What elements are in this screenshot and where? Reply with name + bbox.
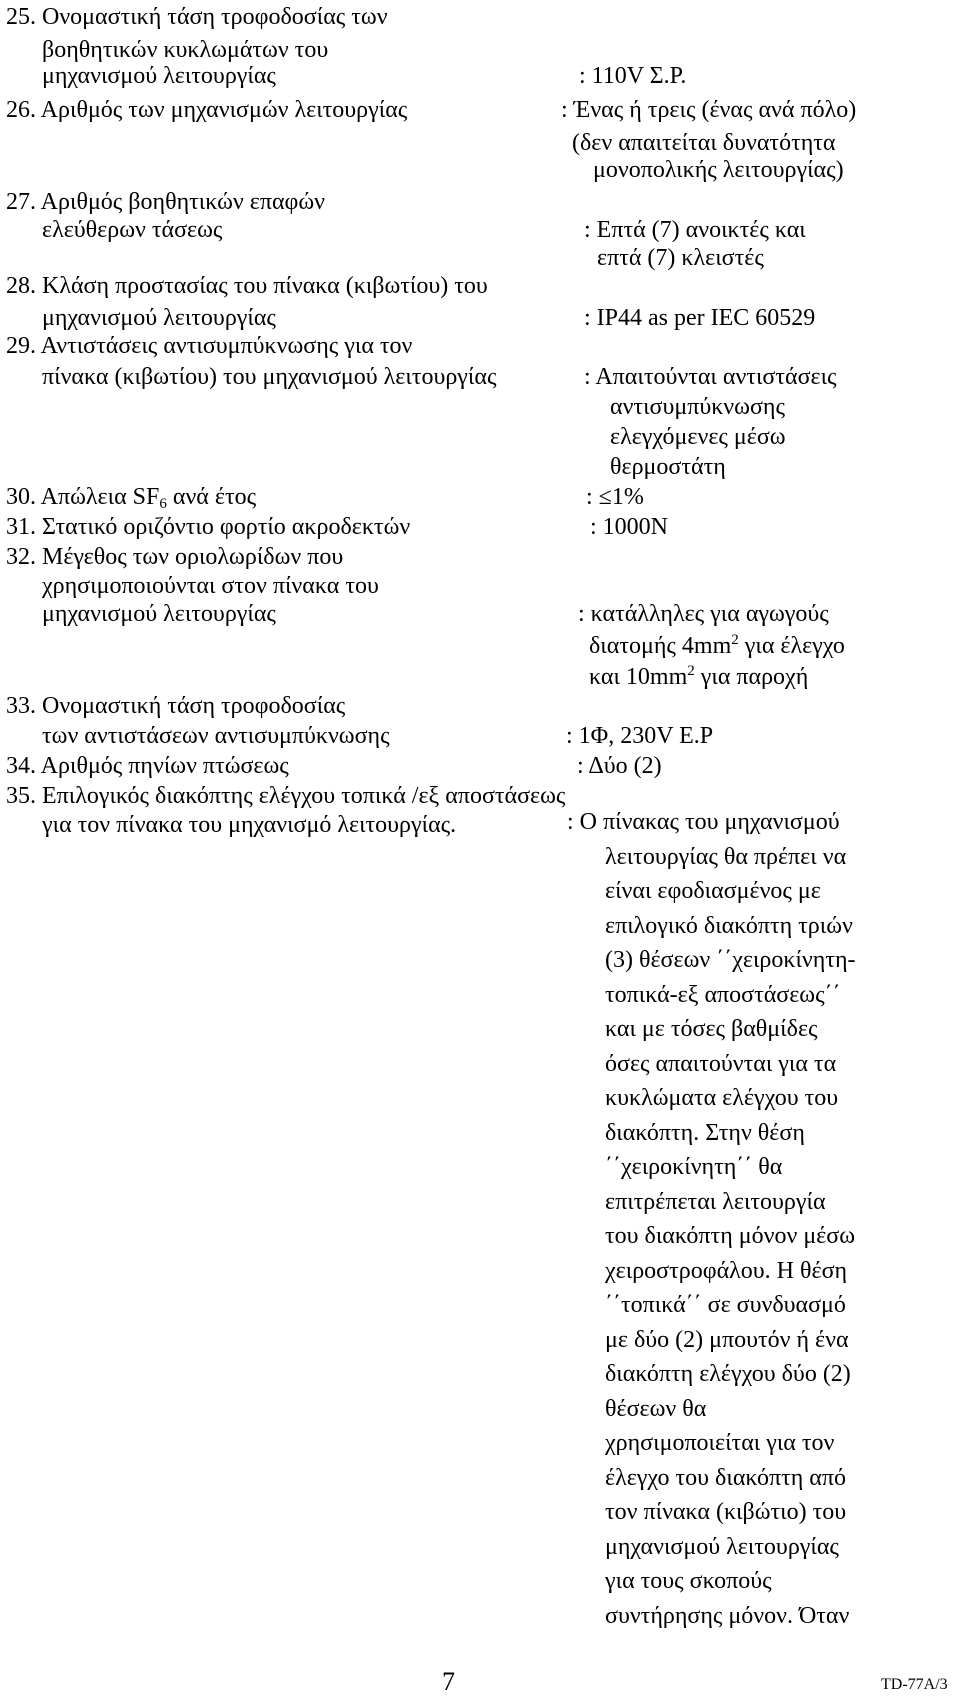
item-35-value-line-17: διακόπτη ελέγχου δύο (2) bbox=[605, 1361, 851, 1387]
item-35-value-line-1: : Ο πίνακας του μηχανισμού bbox=[567, 809, 840, 835]
item-29-value-line-3: ελεγχόμενες μέσω bbox=[610, 424, 786, 450]
item-32-label-line-3: μηχανισμού λειτουργίας bbox=[42, 601, 276, 627]
item-35-value-line-16: με δύο (2) μπουτόν ή ένα bbox=[605, 1326, 849, 1353]
document-code: TD-77A/3 bbox=[881, 1676, 948, 1693]
item-27-value-line-2: επτά (7) κλειστές bbox=[597, 245, 764, 271]
item-35-value-line-22: μηχανισμού λειτουργίας bbox=[605, 1533, 839, 1560]
item-32-value-line-1: : κατάλληλες για αγωγούς bbox=[578, 601, 829, 627]
item-35-value-block bbox=[567, 805, 887, 1633]
item-35-value-line-6: τοπικά-εξ αποστάσεως΄΄ bbox=[605, 981, 841, 1008]
item-25-label-line-2: βοηθητικών κυκλωμάτων του bbox=[42, 37, 329, 63]
item-28-label-line-1: 28. Κλάση προστασίας του πίνακα (κιβωτίου) του bbox=[6, 273, 488, 299]
item-35-label-line-2: για τον πίνακα του μηχανισμό λειτουργίας. bbox=[42, 812, 457, 838]
item-35-value-line-7: και με τόσες βαθμίδες bbox=[605, 1016, 818, 1042]
item-35-value-line-8: όσες απαιτούνται για τα bbox=[605, 1050, 837, 1077]
item-30-label: 30. Απώλεια $SF_6$ ανά έτος bbox=[6, 484, 257, 512]
item-32-label-line-2: χρησιμοποιούνται στον πίνακα του bbox=[42, 573, 379, 599]
page-number: 7 bbox=[442, 1667, 455, 1696]
item-33-value: : 1Φ, 230V Ε.Ρ bbox=[566, 723, 714, 749]
item-35-value-line-5: (3) θέσεων ΄΄χειροκίνητη- bbox=[605, 947, 856, 973]
item-27-label-line-2: ελεύθερων τάσεως bbox=[42, 217, 223, 243]
item-29-label-line-2: πίνακα (κιβωτίου) του μηχανισμού λειτουργίας bbox=[42, 364, 497, 390]
item-25-value: : 110V Σ.Ρ. bbox=[579, 63, 687, 89]
item-32-value-line-2: διατομής $4mm^2$ για έλεγχο bbox=[589, 632, 845, 659]
item-27-label-line-1: 27. Αριθμός βοηθητικών επαφών bbox=[6, 189, 326, 215]
item-35-value-line-10: διακόπτη. Στην θέση bbox=[605, 1119, 805, 1146]
item-29-value-line-1: : Απαιτούνται αντιστάσεις bbox=[584, 364, 837, 390]
item-26-value-line-3: μονοπολικής λειτουργίας) bbox=[593, 157, 844, 183]
item-32-label-line-1: 32. Μέγεθος των οριολωρίδων που bbox=[6, 544, 344, 570]
item-35-value-line-4: επιλογικό διακόπτη τριών bbox=[605, 912, 853, 939]
item-31-value: : 1000N bbox=[590, 514, 668, 540]
item-26-value-line-1: : Ένας ή τρεις (ένας ανά πόλο) bbox=[561, 97, 857, 123]
item-33-label-line-1: 33. Ονομαστική τάση τροφοδοσίας bbox=[6, 693, 346, 719]
item-35-value-line-13: του διακόπτη μόνον μέσω bbox=[605, 1223, 855, 1249]
item-35-value-line-3: είναι εφοδιασμένος με bbox=[605, 878, 821, 904]
item-29-label-line-1: 29. Αντιστάσεις αντισυμπύκνωσης για τον bbox=[6, 333, 413, 359]
item-35-value-line-21: τον πίνακα (κιβώτιο) του bbox=[605, 1499, 847, 1525]
item-29-value-line-2: αντισυμπύκνωσης bbox=[610, 394, 785, 420]
item-35-value-continuation bbox=[567, 840, 887, 1634]
item-34-value: : Δύο (2) bbox=[577, 753, 662, 779]
item-35-value-line-14: χειροστροφάλου. Η θέση bbox=[605, 1257, 848, 1284]
item-35-value-line-9: κυκλώματα ελέγχου του bbox=[605, 1085, 839, 1111]
item-35-value-line-19: χρησιμοποιείται για τον bbox=[605, 1430, 835, 1456]
item-35-value-line-2: λειτουργίας θα πρέπει να bbox=[605, 843, 847, 870]
item-25-label-line-1: 25. Ονομαστική τάση τροφοδοσίας των bbox=[6, 4, 388, 30]
item-35-value-line-23: για τους σκοπούς bbox=[605, 1568, 772, 1594]
item-35-value-line-12: επιτρέπεται λειτουργία bbox=[605, 1188, 826, 1215]
item-27-value-line-1: : Επτά (7) ανοικτές και bbox=[584, 217, 806, 243]
item-32-value-line-3: και $10mm^2$ για παροχή bbox=[589, 663, 809, 690]
item-33-label-line-2: των αντιστάσεων αντισυμπύκνωσης bbox=[42, 723, 390, 749]
item-28-value: : IP44 as per IEC 60529 bbox=[584, 305, 816, 331]
item-35-value-line-15: ΄΄τοπικά΄΄ σε συνδυασμό bbox=[605, 1292, 846, 1318]
item-28-label-line-2: μηχανισμού λειτουργίας bbox=[42, 305, 276, 331]
item-35-value-line-11: ΄΄χειροκίνητη΄΄ θα bbox=[605, 1154, 783, 1180]
item-31-label: 31. Στατικό οριζόντιο φορτίο ακροδεκτών bbox=[6, 514, 411, 540]
item-30-value: : ≤1% bbox=[586, 484, 644, 510]
item-26-value-line-2: (δεν απαιτείται δυνατότητα bbox=[572, 130, 836, 156]
item-29-value-line-4: θερμοστάτη bbox=[610, 454, 726, 480]
item-35-value-line-18: θέσεων θα bbox=[605, 1395, 707, 1422]
item-25-label-line-3: μηχανισμού λειτουργίας bbox=[42, 63, 276, 89]
item-35-label-line-1: 35. Επιλογικός διακόπτης ελέγχου τοπικά /εξ αποστάσεως bbox=[6, 783, 566, 809]
item-35-value-line-24: συντήρησης μόνον. Όταν bbox=[605, 1602, 850, 1629]
item-35-value-line-20: έλεγχο του διακόπτη από bbox=[605, 1464, 846, 1491]
item-26-label: 26. Αριθμός των μηχανισμών λειτουργίας bbox=[6, 97, 408, 123]
item-34-label: 34. Αριθμός πηνίων πτώσεως bbox=[6, 753, 289, 779]
